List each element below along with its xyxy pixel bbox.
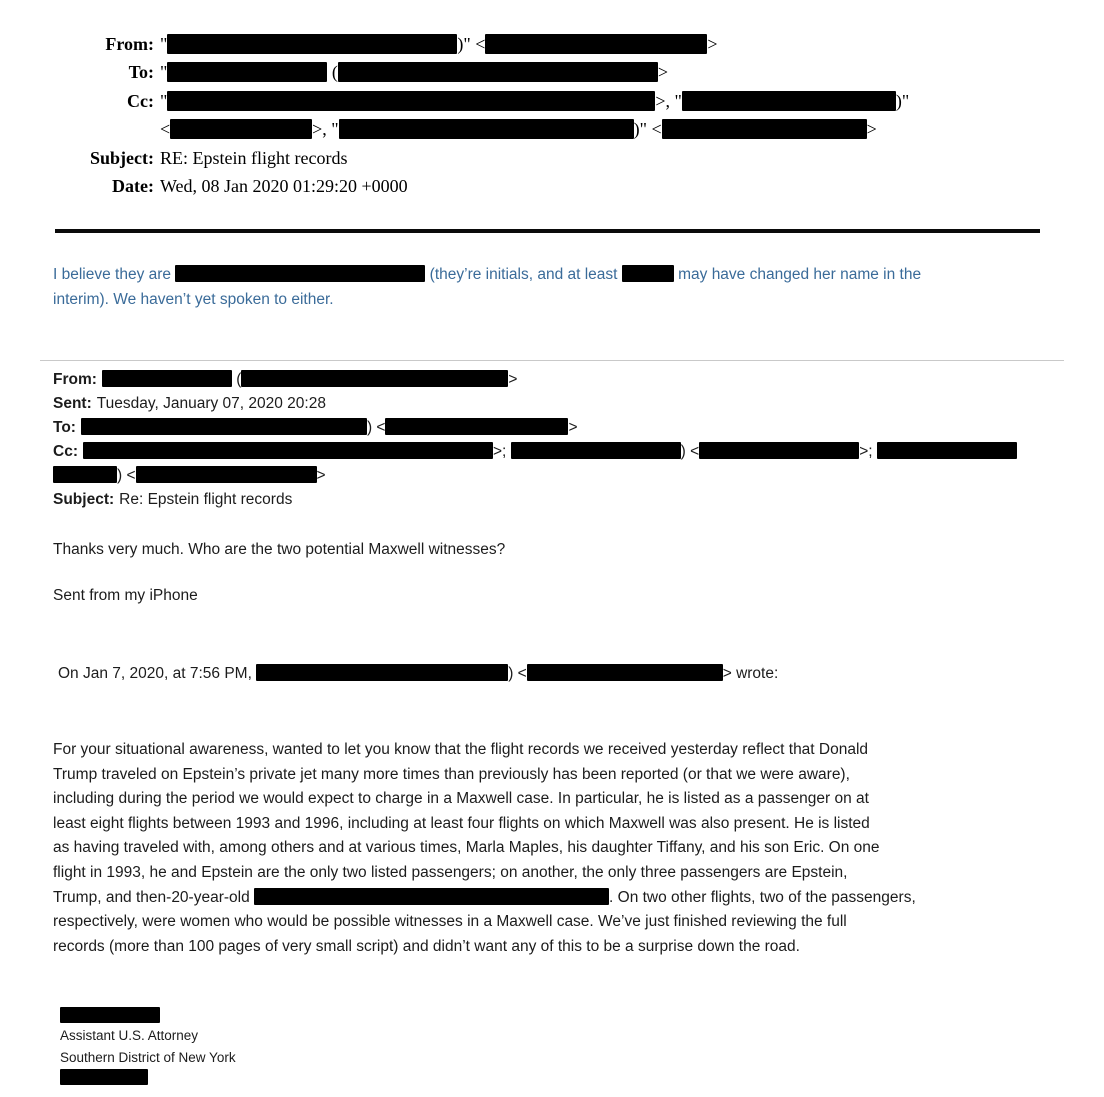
to-label: To: bbox=[128, 62, 154, 83]
inner-cc-row bbox=[53, 440, 1065, 488]
header-divider-rule bbox=[55, 229, 1040, 233]
redaction-bar bbox=[622, 265, 674, 282]
redaction-bar bbox=[527, 664, 723, 681]
signature-office: Southern District of New York bbox=[60, 1049, 236, 1065]
redaction-bar bbox=[511, 442, 681, 459]
redaction-bar bbox=[338, 62, 658, 82]
inner-sent-value: Tuesday, January 07, 2020 20:28 bbox=[96, 395, 326, 412]
redaction-bar bbox=[136, 466, 317, 483]
redaction-bar bbox=[385, 418, 568, 435]
date-label: Date: bbox=[112, 176, 154, 197]
to-value: " ( > bbox=[160, 62, 669, 83]
redaction-bar bbox=[60, 1007, 160, 1023]
signature-title: Assistant U.S. Attorney bbox=[60, 1028, 199, 1043]
redaction-bar bbox=[877, 442, 1017, 459]
redaction-bar bbox=[175, 265, 425, 282]
inner-cc-value: >; ) < >; ) < > bbox=[53, 443, 1017, 484]
redaction-bar bbox=[241, 370, 508, 387]
redaction-bar bbox=[81, 418, 367, 435]
sent-from-iphone-line: Sent from my iPhone bbox=[53, 587, 198, 604]
redaction-bar bbox=[83, 442, 493, 459]
redaction-bar bbox=[60, 1069, 148, 1085]
cc-label: Cc: bbox=[127, 90, 154, 111]
from-value: " )" < > bbox=[160, 34, 718, 54]
redaction-bar bbox=[254, 888, 609, 905]
from-label: From: bbox=[105, 34, 154, 54]
redaction-bar bbox=[699, 442, 859, 459]
inner-subject-label: Subject: bbox=[53, 491, 115, 508]
quoted-message-divider bbox=[40, 360, 1064, 361]
thanks-line: Thanks very much. Who are the two potential Maxwell witnesses? bbox=[53, 541, 506, 558]
redaction-bar bbox=[170, 119, 312, 139]
inner-from-value: ( > bbox=[102, 371, 518, 388]
subject-label: Subject: bbox=[90, 147, 154, 168]
inner-sent-label: Sent: bbox=[53, 395, 92, 412]
redaction-bar bbox=[485, 34, 707, 54]
inner-from-label: From: bbox=[53, 371, 97, 388]
redaction-bar bbox=[53, 466, 117, 483]
inner-to-row bbox=[53, 416, 1065, 440]
signature-name-redacted bbox=[60, 1006, 236, 1025]
inner-subject-value: Re: Epstein flight records bbox=[119, 491, 293, 508]
inner-from-row bbox=[53, 368, 1065, 392]
subject-value: RE: Epstein flight records bbox=[160, 147, 348, 168]
inner-to-value: ) < > bbox=[81, 419, 578, 436]
cc-value: " >, " )" < >, " )" < > bbox=[160, 90, 910, 140]
email-header-outer bbox=[0, 30, 1060, 200]
reply-note: I believe they are (they’re initials, and at least may have changed her name in the interim). We haven’t yet spoken to either. bbox=[53, 266, 922, 308]
redaction-bar bbox=[167, 62, 327, 82]
inner-sent-row bbox=[53, 392, 1065, 416]
quote-intro-line: On Jan 7, 2020, at 7:56 PM, ) < > wrote: bbox=[58, 665, 779, 682]
inner-subject-row bbox=[53, 488, 1065, 512]
redaction-bar bbox=[102, 370, 232, 387]
redaction-bar bbox=[256, 664, 508, 681]
signature-block bbox=[60, 1006, 236, 1087]
inner-cc-label: Cc: bbox=[53, 443, 78, 460]
date-value: Wed, 08 Jan 2020 01:29:20 +0000 bbox=[160, 176, 408, 197]
signature-phone-redacted bbox=[60, 1068, 236, 1087]
inner-to-label: To: bbox=[53, 419, 76, 436]
redaction-bar bbox=[339, 119, 634, 139]
redaction-bar bbox=[662, 119, 867, 139]
message-body-paragraph: For your situational awareness, wanted to let you know that the flight records we received yesterday reflect that Donald Trump traveled on Epstein’s private jet many more times than previously has been reported (or that we were aware), including during the period we would expect to charge in a Maxwell case. In particular, he is listed as a passenger on at least eight flights between 1993 and 1996, including at least four flights on which Maxwell was also present. He is listed as having traveled with, among others and at various times, Marla Maples, his daughter Tiffany, and his son Eric. On one flight in 1993, he and Epstein are the only two listed passengers; on another, the only three passengers are Epstein, Trump, and then-20-year-old . On two other flights, two of the passengers, respectively, were women who would be possible witnesses in a Maxwell case. We’ve just finished reviewing the full records (more than 100 pages of very small script) and didn’t want any of this to be a surprise down the road. bbox=[53, 741, 916, 955]
redaction-bar bbox=[167, 34, 457, 54]
redaction-bar bbox=[167, 91, 655, 111]
email-header-inner bbox=[53, 368, 1065, 512]
redaction-bar bbox=[682, 91, 896, 111]
